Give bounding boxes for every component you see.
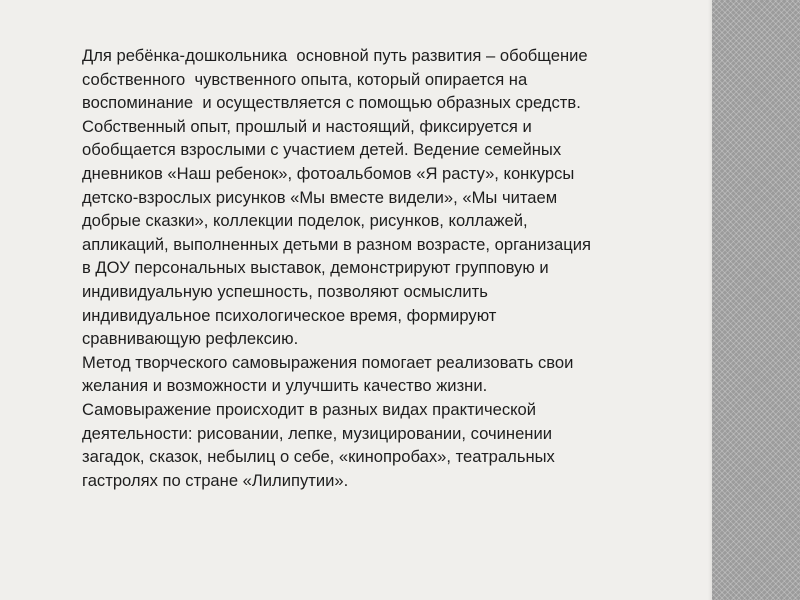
text-line: Самовыражение происходит в разных видах практической (82, 399, 537, 419)
text-line: загадок, сказок, небылиц о себе, «кинопробах», театральных (82, 447, 555, 467)
text-line: Метод творческого самовыражения помогает реализовать свои (82, 352, 574, 372)
text-line: индивидуальное психологическое время, формируют (82, 305, 497, 325)
text-line: апликаций, выполненных детьми в разном возрасте, организация (82, 234, 592, 254)
text-line: деятельности: рисовании, лепке, музицировании, сочинении (82, 423, 553, 443)
text-line: Для ребёнка-дошкольника основной путь развития – обобщение (82, 46, 588, 65)
decorative-side-band (712, 0, 800, 600)
text-line: воспоминание и осуществляется с помощью образных средств. (82, 93, 581, 113)
text-line: обобщается взрослыми с участием детей. Ведение семейных (82, 140, 562, 160)
text-line: гастролях по стране «Лилипутии». (82, 470, 349, 490)
text-line: в ДОУ персональных выставок, демонстрируют групповую и (82, 258, 549, 278)
text-line: дневников «Наш ребенок», фотоальбомов «Я расту», конкурсы (82, 163, 575, 183)
text-line: сравнивающую рефлексию. (82, 329, 299, 349)
text-line: детско-взрослых рисунков «Мы вместе видели», «Мы читаем (82, 187, 558, 207)
text-line: добрые сказки», коллекции поделок, рисунков, коллажей, (82, 211, 528, 231)
text-line: индивидуальную успешность, позволяют осмыслить (82, 281, 488, 301)
body-text (82, 44, 702, 492)
text-line: желания и возможности и улучшить качество жизни. (82, 376, 488, 396)
text-line: Собственный опыт, прошлый и настоящий, фиксируется и (82, 116, 532, 136)
text-line: собственного чувственного опыта, который опирается на (82, 69, 528, 89)
